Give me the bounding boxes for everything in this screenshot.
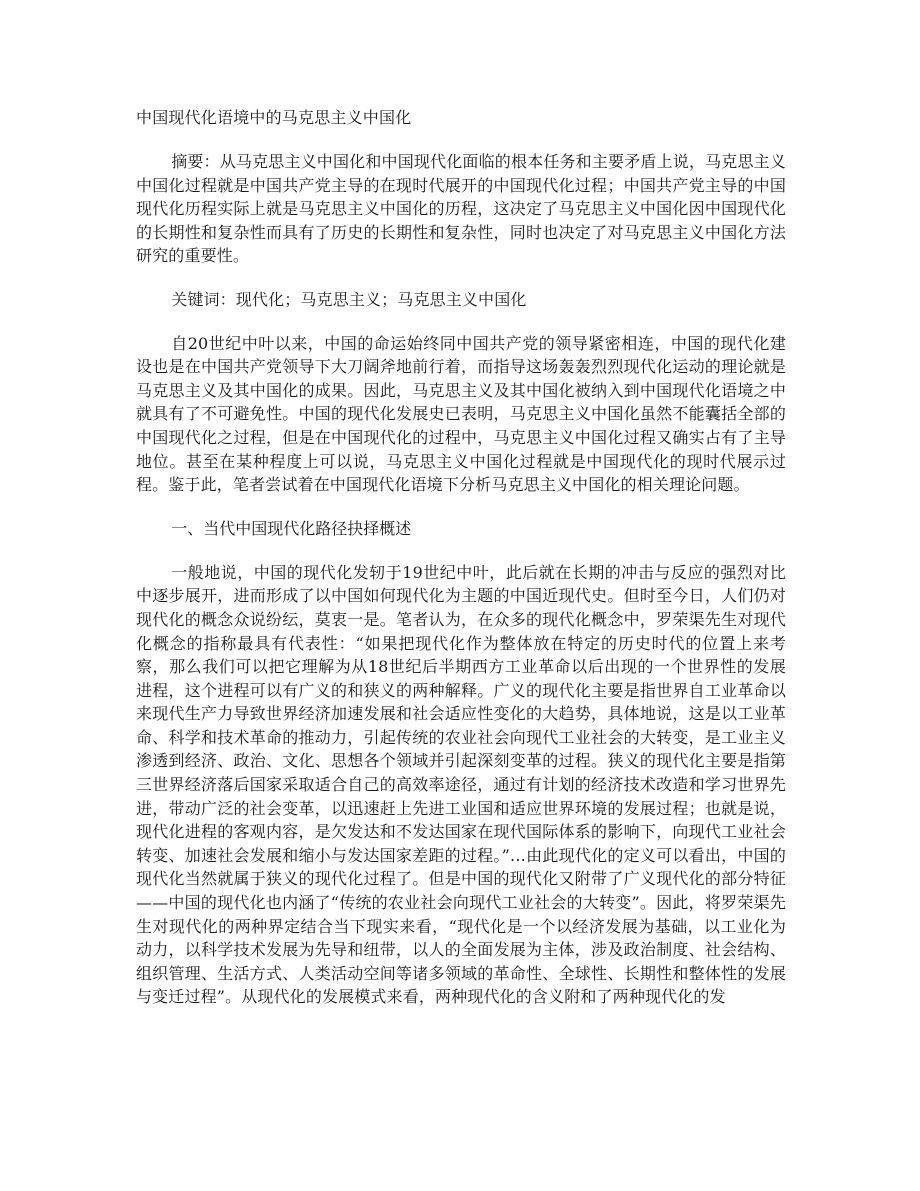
keywords-paragraph: 关键词：现代化；马克思主义；马克思主义中国化 [171, 289, 527, 309]
document-page [136, 106, 786, 1029]
document-title: 中国现代化语境中的马克思主义中国化 [136, 108, 412, 127]
section-body-paragraph: 一般地说，中国的现代化发轫于19世纪中叶，此后就在长期的冲击与反应的强烈对比中逐步展开，进而形成了以中国如何现代化为主题的中国近现代史。但时至今日，人们仍对现代化的概念众说纷纭，莫衷一是。笔者认为，在众多的现代化概念中，罗荣渠先生对现代化概念的指称最具有代表性：“如果把现代化作为整体放在特定的历史时代的位置上来考察，那么我们可以把它理解为从18世纪后半期西方工业革命以后出现的一个世界性的发展进程，这个进程可以有广义的和狭义的两种解释。广义的现代化主要是指世界自工业革命以来现代生产力导致世界经济加速发展和社会适应性变化的大趋势，具体地说，这是以工业革命、科学和技术革命的推动力，引起传统的农业社会向现代工业社会的大转变，是工业主义渗透到经济、政治、文化、思想各个领域并引起深刻变革的过程。狭义的现代化主要是指第三世界经济落后国家采取适合自己的高效率途径，通过有计划的经济技术改造和学习世界先进，带动广泛的社会变革，以迅速赶上先进工业国和适应世界环境的发展过程；也就是说，现代化进程的客观内容，是欠发达和不发达国家在现代国际体系的影响下，向现代工业社会转变、加速社会发展和缩小与发达国家差距的过程。”…由此现代化的定义可以看出，中国的现代化当然就属于狭义的现代化过程了。但是中国的现代化又附带了广义现代化的部分特征——中国的现代化也内涵了“传统的农业社会向现代工业社会的大转变”。因此，将罗荣渠先生对现代化的两种界定结合当下现实来看，“现代化是一个以经济发展为基础，以工业化为动力，以科学技术发展为先导和纽带，以人的全面发展为主体，涉及政治制度、社会结构、组织管理、生活方式、人类活动空间等诸多领域的革命性、全球性、长期性和整体性的发展与变迁过程”。从现代化的发展模式来看，两种现代化的含义附和了两种现代化的发 [136, 562, 786, 1007]
section-heading: 一、当代中国现代化路径抉择概述 [171, 518, 412, 538]
intro-paragraph: 自20世纪中叶以来，中国的命运始终同中国共产党的领导紧密相连，中国的现代化建设也是在中国共产党领导下大刀阔斧地前行着，而指导这场轰轰烈烈现代化运动的理论就是马克思主义及其中国化的成果。因此，马克思主义及其中国化被纳入到中国现代化语境之中就具有了不可避免性。中国的现代化发展史已表明，马克思主义中国化虽然不能囊括全部的中国现代化之过程，但是在中国现代化的过程中，马克思主义中国化过程又确实占有了主导地位。甚至在某种程度上可以说，马克思主义中国化过程就是中国现代化的现时代展示过程。鉴于此，笔者尝试着在中国现代化语境下分析马克思主义中国化的相关理论问题。 [136, 333, 786, 495]
abstract-paragraph: 摘要：从马克思主义中国化和中国现代化面临的根本任务和主要矛盾上说，马克思主义中国化过程就是中国共产党主导的在现时代展开的中国现代化过程；中国共产党主导的中国现代化历程实际上就是马克思主义中国化的历程，这决定了马克思主义中国化因中国现代化的长期性和复杂性而具有了历史的长期性和复杂性，同时也决定了对马克思主义中国化方法研究的重要性。 [136, 152, 786, 266]
